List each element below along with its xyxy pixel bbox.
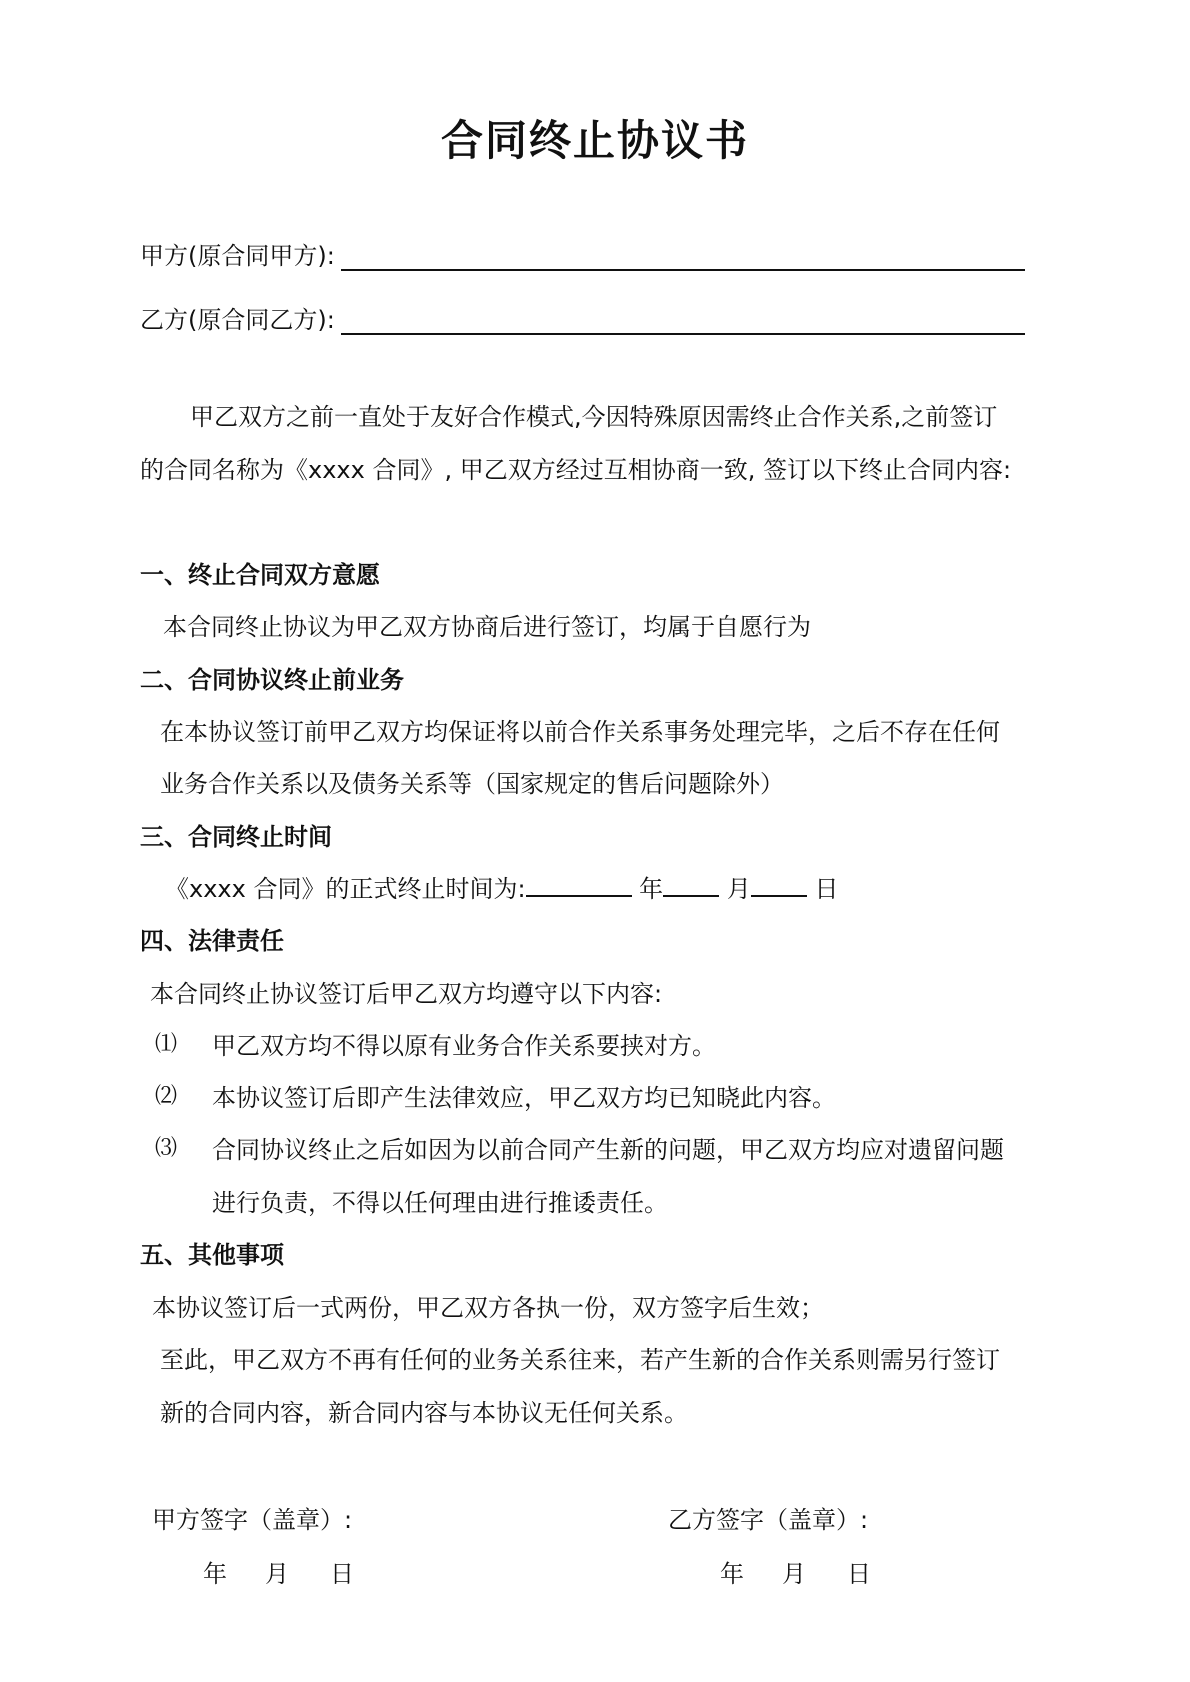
section-2-line-1: 在本协议签订前甲乙双方均保证将以前合作关系事务处理完毕，之后不存在任何 [160, 718, 1000, 746]
party-a-sign-month: 月 [265, 1560, 289, 1588]
section-5-heading: 五、其他事项 [140, 1241, 284, 1269]
party-b-row [140, 300, 1025, 335]
party-b-blank-line [341, 309, 1025, 335]
section-4-intro: 本合同终止协议签订后甲乙双方均遵守以下内容: [150, 980, 663, 1008]
month-blank-line [663, 873, 719, 897]
party-a-sign-year: 年 [203, 1560, 227, 1588]
day-blank-line [751, 873, 807, 897]
party-a-blank-line [341, 245, 1025, 271]
party-b-sign-day: 日 [847, 1560, 871, 1588]
day-label: 日 [814, 875, 839, 903]
year-blank-line [526, 873, 632, 897]
month-label: 月 [726, 875, 751, 903]
party-b-label: 乙方(原合同乙方): [140, 306, 335, 334]
item-2-text: 本协议签订后即产生法律效应，甲乙双方均已知晓此内容。 [212, 1084, 836, 1112]
intro-line-2: 的合同名称为《xxxx 合同》, 甲乙双方经过互相协商一致, 签订以下终止合同内容: [140, 456, 1012, 484]
section-3-heading: 三、合同终止时间 [140, 823, 332, 851]
year-label: 年 [639, 875, 664, 903]
section-2-line-2: 业务合作关系以及债务关系等（国家规定的售后问题除外） [160, 770, 784, 798]
section-1-body: 本合同终止协议为甲乙双方协商后进行签订，均属于自愿行为 [163, 613, 811, 641]
section-5-line-2: 至此，甲乙双方不再有任何的业务关系往来，若产生新的合作关系则需另行签订 [160, 1346, 1000, 1374]
party-b-sign-year: 年 [720, 1560, 744, 1588]
document-title: 合同终止协议书 [440, 116, 749, 165]
party-a-row [140, 236, 1025, 271]
item-3-number: ⑶ [155, 1136, 178, 1161]
section-5-line-1: 本协议签订后一式两份，甲乙双方各执一份，双方签字后生效； [152, 1294, 824, 1322]
termination-date-label: 《xxxx 合同》的正式终止时间为: [165, 875, 526, 903]
party-a-label: 甲方(原合同甲方): [140, 242, 335, 270]
intro-line-1: 甲乙双方之前一直处于友好合作模式,今因特殊原因需终止合作关系,之前签订 [190, 403, 998, 431]
party-b-sign-month: 月 [782, 1560, 806, 1588]
party-a-signature-label: 甲方签字（盖章）: [152, 1506, 353, 1534]
section-3-date-line [165, 869, 838, 904]
item-2-number: ⑵ [155, 1084, 178, 1109]
party-a-sign-day: 日 [330, 1560, 354, 1588]
section-2-heading: 二、合同协议终止前业务 [140, 666, 404, 694]
item-1-number: ⑴ [155, 1032, 178, 1057]
section-4-heading: 四、法律责任 [140, 927, 284, 955]
item-1-text: 甲乙双方均不得以原有业务合作关系要挟对方。 [212, 1032, 716, 1060]
party-b-signature-label: 乙方签字（盖章）: [668, 1506, 869, 1534]
section-1-heading: 一、终止合同双方意愿 [140, 561, 380, 589]
section-5-line-3: 新的合同内容，新合同内容与本协议无任何关系。 [160, 1399, 688, 1427]
item-3-line-1: 合同协议终止之后如因为以前合同产生新的问题，甲乙双方均应对遗留问题 [212, 1136, 1004, 1164]
item-3-line-2: 进行负责，不得以任何理由进行推诿责任。 [212, 1189, 668, 1217]
